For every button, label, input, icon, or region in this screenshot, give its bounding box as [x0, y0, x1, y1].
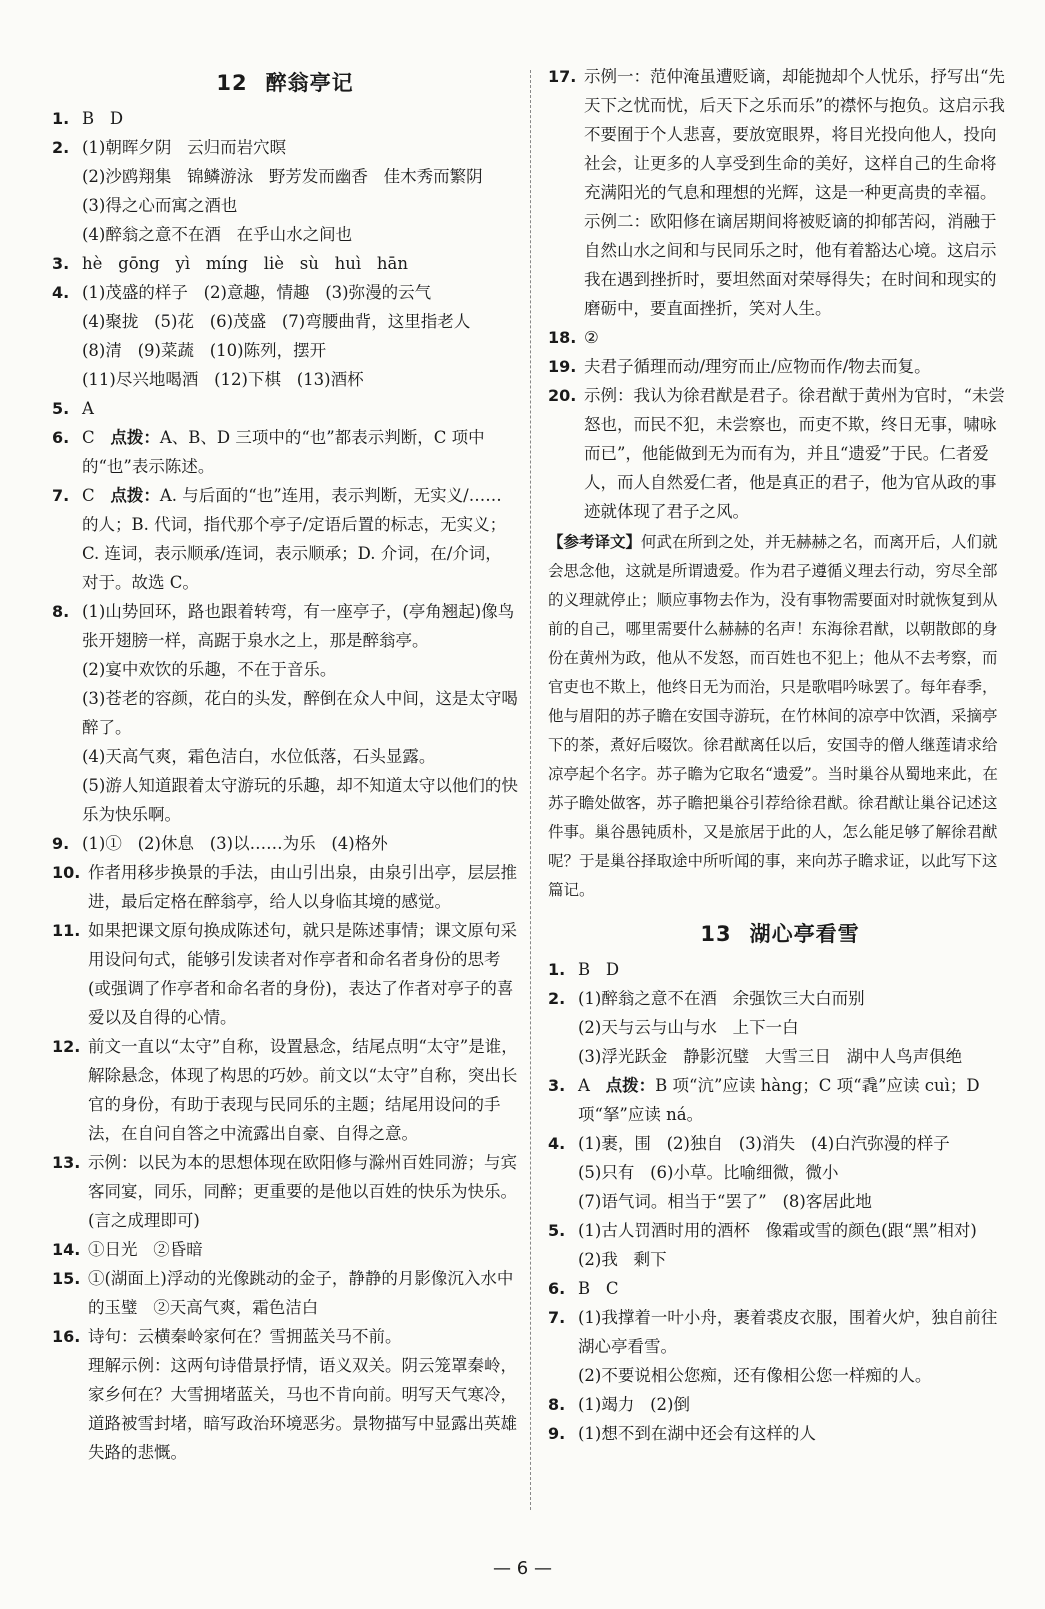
- question-number: 7.: [52, 486, 70, 505]
- answer-item: [548, 352, 1012, 381]
- answer-item: [548, 1419, 1012, 1448]
- answer-line: [578, 955, 1012, 984]
- answer-body: [82, 133, 518, 249]
- question-number: 9.: [548, 1424, 566, 1443]
- answer-text: (1)朝晖夕阴 云归而岩穴暝: [82, 138, 287, 157]
- translation-tag: 【参考译文】: [548, 533, 642, 551]
- answer-line: [88, 1032, 518, 1148]
- section-number: 12: [216, 71, 248, 95]
- answer-text: 理解示例：这两句诗借景抒情，语义双关。阴云笼罩秦岭，家乡何在？大雪拥堵蓝关，马也不肯向前。明写天气寒冷，道路被雪封堵，暗写政治环境恶劣。景物描写中显露出英雄失路的悲慨。: [88, 1356, 517, 1462]
- question-number: 6.: [548, 1279, 566, 1298]
- answer-body: [82, 394, 518, 423]
- answer-text: (2)宴中欢饮的乐趣，不在于音乐。: [82, 660, 337, 679]
- answer-line: [578, 984, 1012, 1013]
- answer-text: (1)古人罚酒时用的酒杯 像霜或雪的颜色(跟“黑”相对) (2)我 剩下: [578, 1221, 993, 1269]
- answer-text: (1)山势回环，路也跟着转弯，有一座亭子，(亭角翘起)像鸟张开翅膀一样，高踞于泉水之上，那是醉翁亭。: [82, 602, 515, 650]
- question-number: 2.: [52, 138, 70, 157]
- answer-item: [548, 1390, 1012, 1419]
- answer-body: [584, 352, 1012, 381]
- answer-text: (1)我撑着一叶小舟，裹着裘皮衣服，围着火炉，独自前往湖心亭看雪。: [578, 1308, 998, 1356]
- answer-body: [82, 104, 518, 133]
- answer-item: [548, 323, 1012, 352]
- answer-text: (3)得之心而寓之酒也: [82, 196, 238, 215]
- answer-line: [82, 162, 518, 191]
- answer-line: [88, 858, 518, 916]
- answer-line: [82, 771, 518, 829]
- answer-line: [578, 1216, 1012, 1274]
- answer-line: [584, 62, 1012, 207]
- answer-body: [82, 597, 518, 829]
- answer-text: (2)沙鸥翔集 锦鳞游泳 野芳发而幽香 佳木秀而繁阴: [82, 167, 483, 186]
- answer-body: [88, 858, 518, 916]
- question-number: 7.: [548, 1308, 566, 1327]
- answer-line: [82, 655, 518, 684]
- answer-line: [88, 1264, 518, 1322]
- left-column: [52, 62, 518, 1467]
- answer-body: [88, 1148, 518, 1235]
- answer-text: A: [82, 399, 94, 418]
- answer-body: [578, 1390, 1012, 1419]
- answer-item: [52, 1264, 518, 1322]
- answer-text: (3)浮光跃金 静影沉璧 大雪三日 湖中人鸟声俱绝: [578, 1047, 963, 1066]
- answer-item: [548, 1303, 1012, 1390]
- answer-text: 示例二：欧阳修在谪居期间将被贬谪的抑郁苦闷，消融于自然山水之间和与民同乐之时，他有着豁达心境。这启示我在遇到挫折时，要坦然面对荣辱得失；在时间和现实的磨砺中，要直面挫折，笑对人生。: [584, 212, 997, 318]
- question-number: 3.: [548, 1076, 566, 1095]
- answer-item: [548, 955, 1012, 984]
- answer-choice: C: [82, 486, 111, 505]
- answer-text: (1)裹，围 (2)独自 (3)消失 (4)白汽弥漫的样子: [578, 1134, 950, 1153]
- answer-body: [82, 481, 518, 597]
- answer-item: [548, 381, 1012, 526]
- answer-body: [578, 1071, 1012, 1129]
- question-number: 12.: [52, 1037, 81, 1056]
- reference-translation: [548, 528, 1012, 905]
- answer-body: [584, 381, 1012, 526]
- answer-item: [52, 1148, 518, 1235]
- question-number: 18.: [548, 328, 577, 347]
- answer-item: [52, 394, 518, 423]
- answer-line: [82, 336, 518, 365]
- answer-list: [52, 104, 518, 1467]
- answer-body: [88, 1264, 518, 1322]
- answer-item: [548, 62, 1012, 323]
- answer-text: (4)天高气爽，霜色洁白，水位低落，石头显露。: [82, 747, 436, 766]
- answer-line: [82, 133, 518, 162]
- answer-item: [52, 597, 518, 829]
- answer-body: [584, 62, 1012, 323]
- answer-text: (8)清 (9)菜蔬 (10)陈列，摆开: [82, 341, 327, 360]
- answer-line: [82, 394, 518, 423]
- answer-body: [578, 984, 1012, 1071]
- answer-item: [52, 1322, 518, 1467]
- answer-body: [578, 1216, 1012, 1274]
- answer-line: [82, 104, 518, 133]
- answer-text: (4)聚拢 (5)花 (6)茂盛 (7)弯腰曲背，这里指老人: [82, 312, 471, 331]
- answer-text: (1)① (2)休息 (3)以……为乐 (4)格外: [82, 834, 388, 853]
- answer-line: [578, 1042, 1012, 1071]
- question-number: 14.: [52, 1240, 81, 1259]
- answer-body: [578, 955, 1012, 984]
- answer-line: [82, 597, 518, 655]
- answer-text: (1)茂盛的样子 (2)意趣，情趣 (3)弥漫的云气: [82, 283, 432, 302]
- answer-line: [82, 307, 518, 336]
- answer-text: B 项“沆”应读 hàng；C 项“毳”应读 cuì；D 项“拏”应读 ná。: [578, 1076, 985, 1124]
- question-number: 8.: [548, 1395, 566, 1414]
- answer-text: ①日光 ②昏暗: [88, 1240, 203, 1259]
- question-number: 6.: [52, 428, 70, 447]
- answer-text: 夫君子循理而动/理穷而止/应物而作/物去而复。: [584, 357, 931, 376]
- answer-body: [88, 916, 518, 1032]
- question-number: 2.: [548, 989, 566, 1008]
- answer-text: hè gōng yì míng liè sù huì hān: [82, 254, 408, 273]
- question-number: 8.: [52, 602, 70, 621]
- answer-body: [82, 249, 518, 278]
- answer-line: [578, 1390, 1012, 1419]
- section-name: 湖心亭看雪: [749, 921, 860, 946]
- question-number: 11.: [52, 921, 81, 940]
- answer-text: 如果把课文原句换成陈述句，就只是陈述事情；课文原句采用设问句式，能够引发读者对作亭者和命名者身份的思考(或强调了作亭者和命名者的身份)，表达了作者对亭子的喜爱以及自得的心情。: [88, 921, 517, 1027]
- answer-line: [82, 684, 518, 742]
- answer-body: [88, 1235, 518, 1264]
- answer-line: [88, 916, 518, 1032]
- answer-list: [548, 955, 1012, 1448]
- answer-text: 示例：以民为本的思想体现在欧阳修与滁州百姓同游；与宾客同宴，同乐，同醉；更重要的是他以百姓的快乐为快乐。(言之成理即可): [88, 1153, 517, 1230]
- answer-body: [88, 1032, 518, 1148]
- answer-text: (4)醉翁之意不在酒 在乎山水之间也: [82, 225, 353, 244]
- question-number: 5.: [548, 1221, 566, 1240]
- answer-text: (3)苍老的容颜，花白的头发，醉倒在众人中间，这是太守喝醉了。: [82, 689, 518, 737]
- question-number: 16.: [52, 1327, 81, 1346]
- answer-text: 前文一直以“太守”自称，设置悬念，结尾点明“太守”是谁，解除悬念，体现了构思的巧妙。前文以“太守”自称，突出长官的身份，有助于表现与民同乐的主题；结尾用设问的手法，在自问自答之中流露出自豪、自得之意。: [88, 1037, 518, 1143]
- answer-line: [578, 1129, 1012, 1158]
- answer-body: [82, 278, 518, 394]
- answer-text: A. 与后面的“也”连用，表示判断，无实义/……的人；B. 代词，指代那个亭子/定语后置的标志，无实义；C. 连词，表示顺承/连词，表示顺承；D. 介词，在/介词，对于。故选 C。: [82, 486, 507, 592]
- answer-line: [88, 1322, 518, 1351]
- section-number: 13: [700, 922, 732, 946]
- answer-body: [82, 829, 518, 858]
- answer-text: (7)语气词。相当于“罢了” (8)客居此地: [578, 1192, 872, 1211]
- column-divider: [530, 70, 531, 1510]
- question-number: 10.: [52, 863, 81, 882]
- answer-text: B D: [578, 960, 620, 979]
- question-number: 9.: [52, 834, 70, 853]
- answer-line: [88, 1235, 518, 1264]
- question-number: 1.: [52, 109, 70, 128]
- answer-body: [584, 323, 1012, 352]
- answer-text: B C: [578, 1279, 619, 1298]
- answer-choice: A: [578, 1076, 606, 1095]
- answer-line: [82, 829, 518, 858]
- answer-text: (1)竭力 (2)倒: [578, 1395, 690, 1414]
- answer-body: [578, 1303, 1012, 1390]
- answer-line: [82, 742, 518, 771]
- answer-body: [88, 1322, 518, 1467]
- answer-line: [82, 365, 518, 394]
- answer-item: [52, 858, 518, 916]
- answer-body: [578, 1419, 1012, 1448]
- question-number: 19.: [548, 357, 577, 376]
- answer-line: [578, 1013, 1012, 1042]
- answer-line: [82, 481, 518, 597]
- answer-line: [88, 1148, 518, 1235]
- question-number: 20.: [548, 386, 577, 405]
- answer-line: [584, 381, 1012, 526]
- answer-item: [548, 984, 1012, 1071]
- answer-item: [52, 481, 518, 597]
- answer-choice: C: [82, 428, 111, 447]
- answer-text: (5)游人知道跟着太守游玩的乐趣，却不知道太守以他们的快乐为快乐啊。: [82, 776, 518, 824]
- question-number: 4.: [52, 283, 70, 302]
- answer-line: [82, 278, 518, 307]
- answer-line: [584, 323, 1012, 352]
- question-number: 1.: [548, 960, 566, 979]
- answer-text: B D: [82, 109, 124, 128]
- question-number: 3.: [52, 254, 70, 273]
- answer-item: [548, 1071, 1012, 1129]
- answer-item: [52, 104, 518, 133]
- answer-item: [52, 133, 518, 249]
- answer-text: 作者用移步换景的手法，由山引出泉，由泉引出亭，层层推进，最后定格在醉翁亭，给人以身临其境的感觉。: [88, 863, 517, 911]
- answer-line: [578, 1158, 1012, 1187]
- answer-line: [578, 1361, 1012, 1390]
- answer-item: [548, 1216, 1012, 1274]
- answer-line: [88, 1351, 518, 1467]
- answer-line: [82, 191, 518, 220]
- answer-list: [548, 62, 1012, 526]
- answer-line: [82, 423, 518, 481]
- answer-text: (1)醉翁之意不在酒 余强饮三大白而别: [578, 989, 865, 1008]
- answer-body: [82, 423, 518, 481]
- answer-line: [584, 352, 1012, 381]
- answer-text: (11)尽兴地喝酒 (12)下棋 (13)酒杯: [82, 370, 364, 389]
- answer-line: [82, 249, 518, 278]
- page-number: — 6 —: [493, 1558, 552, 1579]
- answer-line: [578, 1303, 1012, 1361]
- answer-item: [52, 829, 518, 858]
- question-number: 17.: [548, 67, 577, 86]
- answer-text: ①(湖面上)浮动的光像跳动的金子，静静的月影像沉入水中的玉璧 ②天高气爽，霜色洁白: [88, 1269, 514, 1317]
- question-number: 4.: [548, 1134, 566, 1153]
- section-title: [52, 68, 518, 98]
- answer-text: (1)想不到在湖中还会有这样的人: [578, 1424, 816, 1443]
- answer-line: [578, 1274, 1012, 1303]
- answer-body: [578, 1274, 1012, 1303]
- right-column: [548, 62, 1012, 1448]
- answer-item: [548, 1274, 1012, 1303]
- answer-item: [52, 423, 518, 481]
- answer-body: [578, 1129, 1012, 1216]
- answer-text: 示例一：范仲淹虽遭贬谪，却能抛却个人忧乐，抒写出“先天下之忧而忧，后天下之乐而乐”的襟怀与抱负。这启示我不要囿于个人悲喜，要放宽眼界，将目光投向他人，投向社会，让更多的人享受到生命的美好，这样自己的生命将充满阳光的气息和理想的光辉，这是一种更高贵的幸福。: [584, 67, 1005, 202]
- answer-item: [52, 278, 518, 394]
- answer-line: [578, 1187, 1012, 1216]
- section-name: 醉翁亭记: [265, 70, 354, 95]
- answer-item: [548, 1129, 1012, 1216]
- answer-text: (5)只有 (6)小草。比喻细微，微小: [578, 1163, 839, 1182]
- answer-text: A、B、D 三项中的“也”都表示判断，C 项中的“也”表示陈述。: [82, 428, 485, 476]
- answer-text: (2)天与云与山与水 上下一白: [578, 1018, 799, 1037]
- answer-line: [578, 1419, 1012, 1448]
- hint-label: 点拨：: [605, 1076, 656, 1095]
- hint-label: 点拨：: [110, 486, 160, 505]
- answer-item: [52, 1032, 518, 1148]
- answer-text: 示例：我认为徐君猷是君子。徐君猷于黄州为官时，“未尝怒也，而民不犯，未尝察也，而吏不欺，终日无事，啸咏而已”，他能做到无为而有为，并且“遗爱”于民。仁者爱人，而人自然爱仁者，他是真正的君子，他为官从政的事迹就体现了君子之风。: [584, 386, 1005, 521]
- question-number: 15.: [52, 1269, 81, 1288]
- answer-text: (2)不要说相公您痴，还有像相公您一样痴的人。: [578, 1366, 932, 1385]
- hint-label: 点拨：: [110, 428, 160, 447]
- translation-text: 何武在所到之处，并无赫赫之名，而离开后，人们就会思念他，这就是所谓遗爱。作为君子遵循义理去行动，穷尽全部的义理就停止；顺应事物去作为，没有事物需要面对时就恢复到从前的自己，哪里需要什么赫赫的名声！东海徐君猷，以朝散郎的身份在黄州为政，他从不发怒，而百姓也不犯上；他从不去考察，而官吏也不欺上，他终日无为而治，只是歌唱吟咏罢了。每年春季，他与眉阳的苏子瞻在安国寺游玩，在竹林间的凉亭中饮酒，采摘亭下的茶，煮好后啜饮。徐君猷离任以后，安国寺的僧人继莲请求给凉亭起个名字。苏子瞻为它取名“遗爱”。当时巢谷从蜀地来此，在苏子瞻处做客，苏子瞻把巢谷引荐给徐君猷。徐君猷让巢谷记述这件事。巢谷愚钝质朴，又是旅居于此的人，怎么能足够了解徐君猷呢？于是巢谷择取途中所听闻的事，来向苏子瞻求证，以此写下这篇记。: [548, 533, 998, 899]
- answer-item: [52, 1235, 518, 1264]
- answer-item: [52, 249, 518, 278]
- answer-line: [584, 207, 1012, 323]
- section-title: [548, 919, 1012, 949]
- answer-text: ②: [584, 328, 599, 347]
- question-number: 13.: [52, 1153, 81, 1172]
- answer-line: [82, 220, 518, 249]
- answer-item: [52, 916, 518, 1032]
- answer-line: [578, 1071, 1012, 1129]
- answer-text: 诗句：云横秦岭家何在？雪拥蓝关马不前。: [88, 1327, 402, 1346]
- question-number: 5.: [52, 399, 70, 418]
